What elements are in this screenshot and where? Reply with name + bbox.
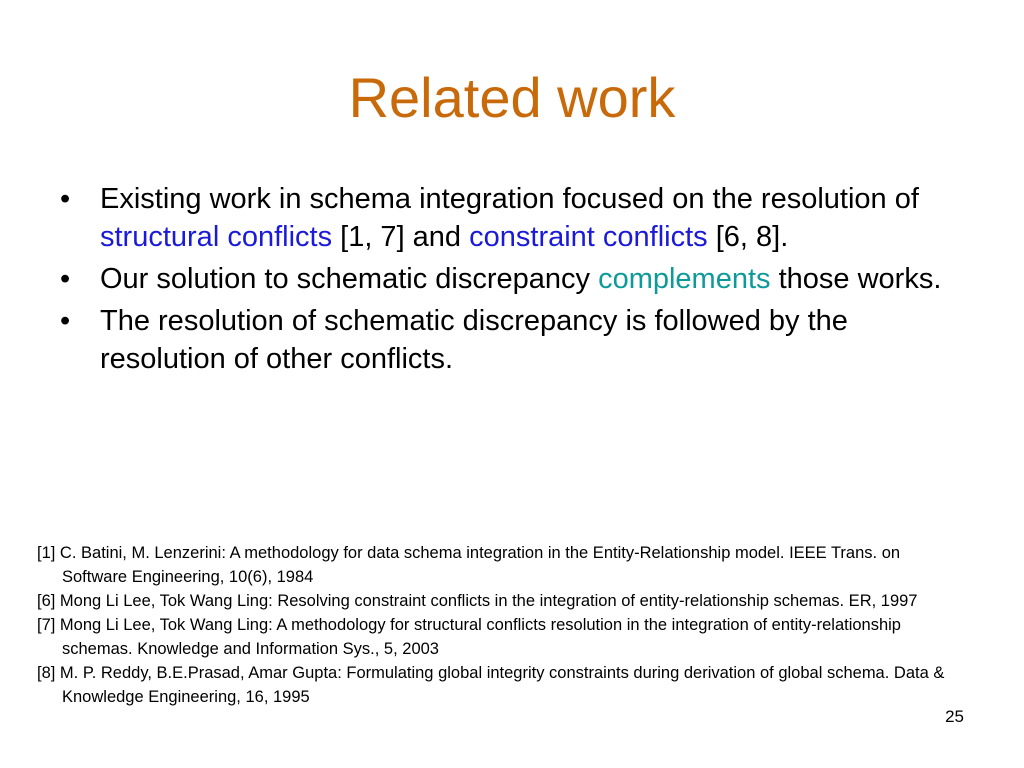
bullet-marker: • <box>60 305 71 337</box>
highlight-complements: complements <box>598 263 771 295</box>
reference-list <box>37 541 967 709</box>
reference-item: [6] Mong Li Lee, Tok Wang Ling: Resolving constraint conflicts in the integration of entity-relationship schemas. ER, 1997 <box>37 592 918 610</box>
bullet-text: Existing work in schema integration focused on the resolution of <box>100 183 919 215</box>
bullet-list <box>60 180 960 382</box>
highlight-structural-conflicts: structural conflicts <box>100 221 333 253</box>
bullet-marker: • <box>60 263 71 295</box>
reference-item: [7] Mong Li Lee, Tok Wang Ling: A methodology for structural conflicts resolution in the integration of entity-relationship schemas. Knowledge and Information Sys., 5, 2003 <box>37 616 901 658</box>
highlight-constraint-conflicts: constraint conflicts <box>469 221 708 253</box>
bullet-item <box>60 260 960 298</box>
bullet-item <box>60 180 960 256</box>
bullet-text: those works. <box>770 263 942 295</box>
bullet-item <box>60 302 960 378</box>
bullet-text: Our solution to schematic discrepancy <box>100 263 599 295</box>
bullet-marker: • <box>60 183 71 215</box>
bullet-text: The resolution of schematic discrepancy is followed by the resolution of other conflicts. <box>100 305 848 375</box>
page-number: 25 <box>945 707 964 726</box>
bullet-text: [1, 7] and <box>332 221 470 253</box>
slide-title: Related work <box>348 66 676 129</box>
reference-item: [8] M. P. Reddy, B.E.Prasad, Amar Gupta: Formulating global integrity constraints during derivation of global schema. Data & Knowledge Engineering, 16, 1995 <box>37 664 945 706</box>
reference-item: [1] C. Batini, M. Lenzerini: A methodology for data schema integration in the Entity-Relationship model. IEEE Trans. on Software Engineering, 10(6), 1984 <box>37 544 901 586</box>
bullet-text: [6, 8]. <box>707 221 789 253</box>
